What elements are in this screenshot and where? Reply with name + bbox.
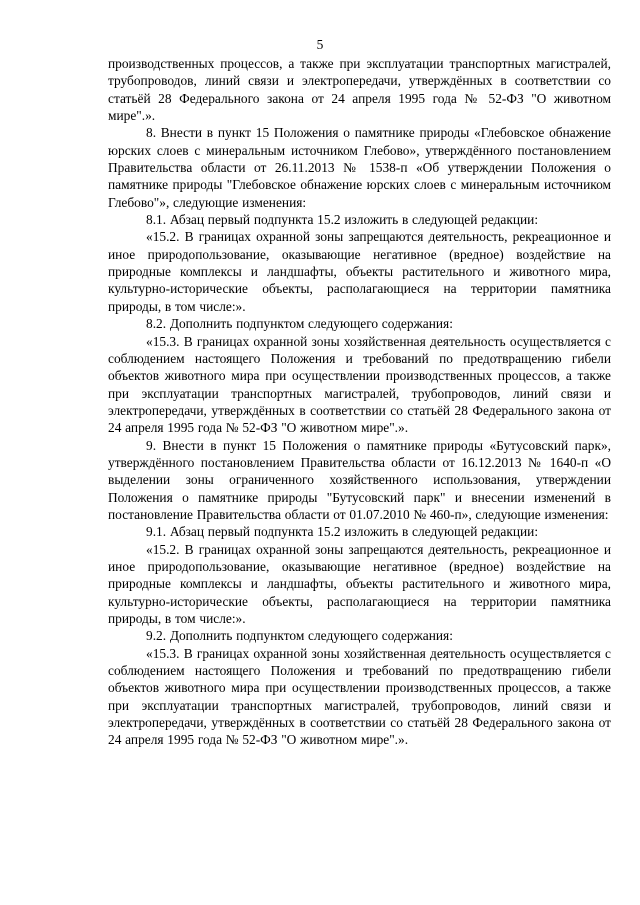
paragraph-item-8-2: 8.2. Дополнить подпунктом следующего содержания: — [146, 316, 453, 332]
paragraph-item-9: 9. Внести в пункт 15 Положения о памятнике природы «Бутусовский парк», утверждённого постановлением Правительства области от 16.12.2013 № 1640-п «О выделении зоны ограниченного хозяйственного использования, утверждении Положения о памятнике природы "Бутусовский парк" и внесении изменений в постановление Правительства области от 01.07.2010 № 460-п», следующие изменения: — [108, 437, 611, 522]
paragraph-continuation: производственных процессов, а также при эксплуатации транспортных магистралей, трубопроводов, линий связи и электропередачи, утверждённых в соответствии со статьёй 28 Федерального закона от 24 апреля 1995 года № 52-ФЗ "О животном мире".». — [108, 56, 611, 124]
paragraph-item-9-1: 9.1. Абзац первый подпункта 15.2 изложить в следующей редакции: — [146, 524, 539, 540]
paragraph-quote-15-3-second: «15.3. В границах охранной зоны хозяйственная деятельность осуществляется с соблюдением настоящего Положения и требований по предотвращению гибели объектов животного мира при осуществлении производственных процессов, а также при эксплуатации транспортных магистралей, трубопроводов, линий связи и электропередачи, утверждённых в соответствии со статьёй 28 Федерального закона от 24 апреля 1995 года № 52-ФЗ "О животном мире".». — [108, 645, 611, 748]
paragraph-quote-15-2-first: «15.2. В границах охранной зоны запрещаются деятельность, рекреационное и иное природопользование, оказывающие негативное (вредное) воздействие на природные комплексы и ландшафты, объекты растительного и животного мира, культурно-исторические объекты, располагающиеся на территории памятника природы, в том числе:». — [108, 229, 611, 314]
paragraph-quote-15-2-second: «15.2. В границах охранной зоны запрещаются деятельность, рекреационное и иное природопользование, оказывающие негативное (вредное) воздействие на природные комплексы и ландшафты, объекты растительного и животного мира, культурно-исторические объекты, располагающиеся на территории памятника природы, в том числе:». — [108, 541, 611, 626]
page-number: 5 — [316, 37, 324, 52]
paragraph-item-9-2: 9.2. Дополнить подпунктом следующего содержания: — [146, 628, 453, 644]
paragraph-item-8: 8. Внести в пункт 15 Положения о памятнике природы «Глебовское обнажение юрских слоев с минеральным источником Глебово», утверждённого постановлением Правительства области от 26.11.2013 № 1538-п «Об утверждении Положения о памятнике природы "Глебовское обнажение юрских слоев с минеральным источником Глебово"», следующие изменения: — [108, 125, 611, 210]
paragraph-quote-15-3-first: «15.3. В границах охранной зоны хозяйственная деятельность осуществляется с соблюдением настоящего Положения и требований по предотвращению гибели объектов животного мира при осуществлении производственных процессов, а также при эксплуатации транспортных магистралей, трубопроводов, линий связи и электропередачи, утверждённых в соответствии со статьёй 28 Федерального закона от 24 апреля 1995 года № 52-ФЗ "О животном мире".». — [108, 333, 611, 436]
document-body — [108, 55, 611, 749]
paragraph-item-8-1: 8.1. Абзац первый подпункта 15.2 изложить в следующей редакции: — [146, 212, 539, 228]
